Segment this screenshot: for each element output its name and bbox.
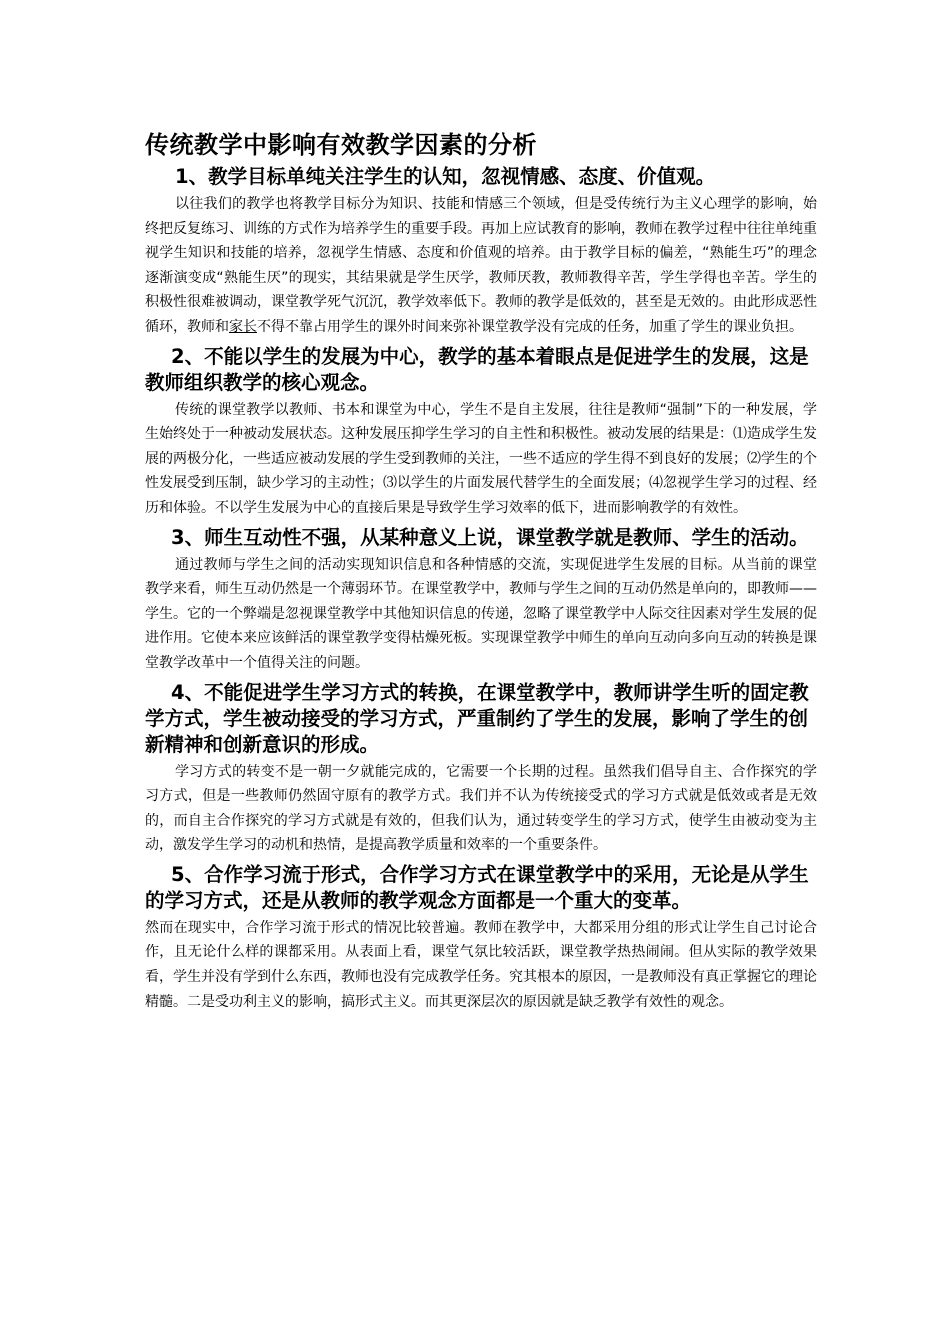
section-3-body: 通过教师与学生之间的活动实现知识信息和各种情感的交流，实现促进学生发展的目标。从当前的课堂教学来看，师生互动仍然是一个薄弱环节。在课堂教学中，教师与学生之间的互动仍然是单向的，即教师——学生。它的一个弊端是忽视课堂教学中其他知识信息的传递，忽略了课堂教学中人际交往因素对学生发展的促进作用。它使本来应该鲜活的课堂教学变得枯燥死板。实现课堂教学中师生的单向互动向多向互动的转换是课堂教学改革中一个值得关注的问题。 [145, 556, 817, 671]
section-1-heading: 1、教学目标单纯关注学生的认知，忽视情感、态度、价值观。 [175, 165, 716, 188]
section-4-body: 学习方式的转变不是一朝一夕就能完成的，它需要一个长期的过程。虽然我们倡导自主、合作探究的学习方式，但是一些教师仍然固守原有的教学方式。我们并不认为传统接受式的学习方式就是低效或者是无效的，而自主合作探究的学习方式就是有效的，但我们认为，通过转变学生的学习方式，使学生由被动变为主动，激发学生学习的动机和热情，是提高教学质量和效率的一个重要条件。 [145, 763, 817, 854]
document-title: 传统教学中影响有效教学因素的分析 [145, 131, 537, 159]
section-3-heading: 3、师生互动性不强，从某种意义上说，课堂教学就是教师、学生的活动。 [171, 525, 809, 549]
section-4-heading: 4、不能促进学生学习方式的转换，在课堂教学中，教师讲学生听的固定教学方式，学生被动接受的学习方式，严重制约了学生的发展，影响了学生的创新精神和创新意识的形成。 [145, 680, 809, 756]
section-1-body [145, 192, 817, 340]
section-1-body-text-b: 不得不靠占用学生的课外时间来弥补课堂教学没有完成的任务，加重了学生的课业负担。 [257, 318, 803, 335]
section-5-heading: 5、合作学习流于形式，合作学习方式在课堂教学中的采用，无论是从学生的学习方式，还是从教师的教学观念方面都是一个重大的变革。 [145, 862, 809, 912]
section-2-body: 传统的课堂教学以教师、书本和课堂为中心，学生不是自主发展，往往是教师“强制”下的一种发展，学生始终处于一种被动发展状态。这种发展压抑学生学习的自主性和积极性。被动发展的结果是：⑴造成学生发展的两极分化，一些适应被动发展的学生受到教师的关注，一些不适应的学生得不到良好的发展；⑵学生的个性发展受到压制，缺少学习的主动性；⑶以学生的片面发展代替学生的全面发展；⑷忽视学生学习的过程、经历和体验。不以学生发展为中心的直接后果是导致学生学习效率的低下，进而影响教学的有效性。 [145, 401, 817, 516]
underlined-word-parent: 家长 [229, 318, 257, 335]
document-page [145, 128, 817, 1018]
section-5-body: 然而在现实中，合作学习流于形式的情况比较普遍。教师在教学中，大都采用分组的形式让学生自己讨论合作，且无论什么样的课都采用。从表面上看，课堂气氛比较活跃，课堂教学热热闹闹。但从实际的教学效果看，学生并没有学到什么东西，教师也没有完成教学任务。究其根本的原因，一是教师没有真正掌握它的理论精髓。二是受功利主义的影响，搞形式主义。而其更深层次的原因就是缺乏教学有效性的观念。 [145, 919, 817, 1010]
section-2-heading: 2、不能以学生的发展为中心，教学的基本着眼点是促进学生的发展，这是教师组织教学的核心观念。 [145, 344, 809, 394]
section-1-body-text-a: 以往我们的教学也将教学目标分为知识、技能和情感三个领域，但是受传统行为主义心理学的影响，始终把反复练习、训练的方式作为培养学生的重要手段。再加上应试教育的影响，教师在教学过程中往往单纯重视学生知识和技能的培养，忽视学生情感、态度和价值观的培养。由于教学目标的偏差，“熟能生巧”的理念逐渐演变成“熟能生厌”的现实，其结果就是学生厌学，教师厌教，教师教得辛苦，学生学得也辛苦。学生的积极性很难被调动，课堂教学死气沉沉，教学效率低下。教师的教学是低效的，甚至是无效的。由此形成恶性循环，教师和 [145, 196, 817, 335]
